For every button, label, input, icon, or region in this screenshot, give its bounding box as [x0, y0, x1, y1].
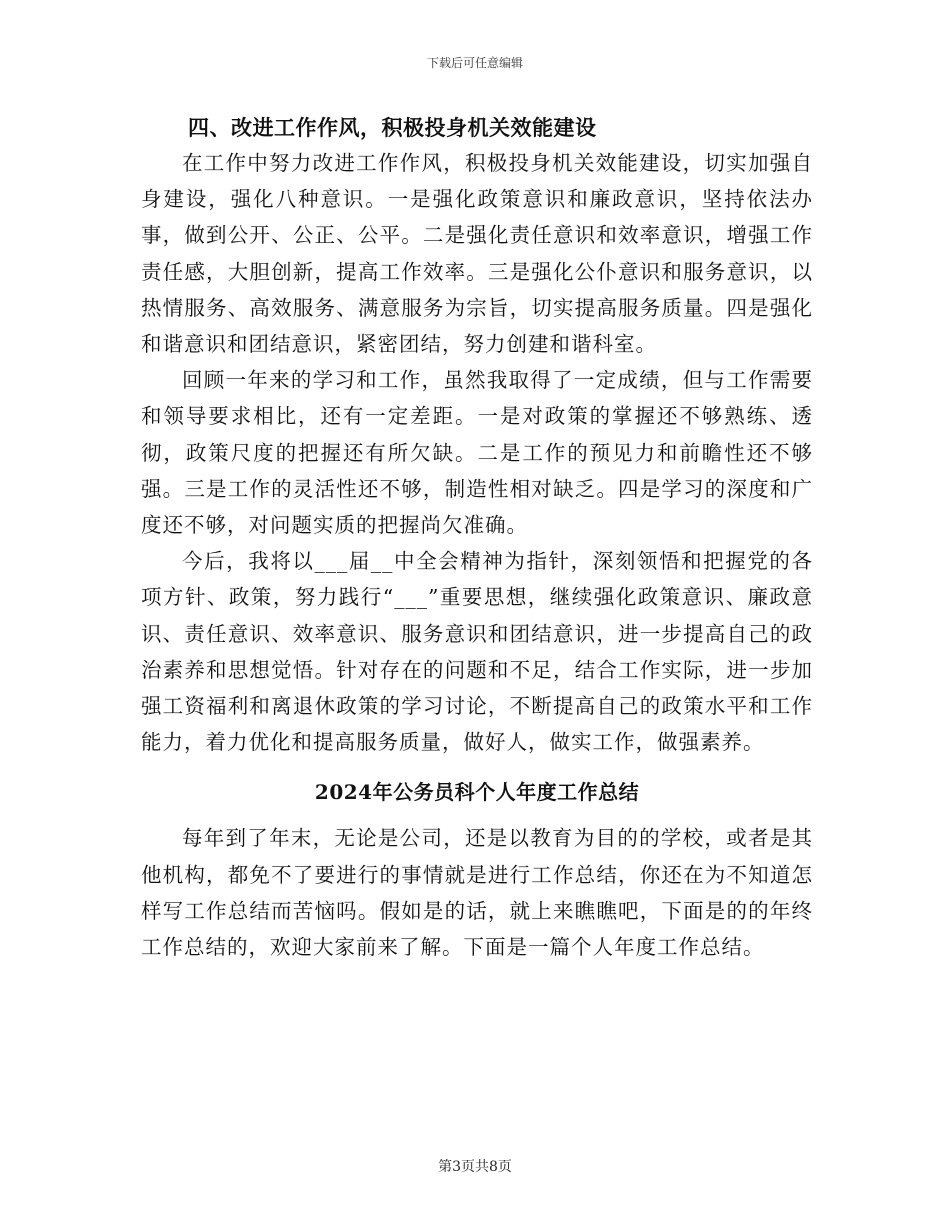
section-paragraph-1: 在工作中努力改进工作作风，积极投身机关效能建设，切实加强自身建设，强化八种意识。一是强化政策意识和廉政意识，坚持依法办事，做到公开、公正、公平。二是强化责任意识和效率意识，增强工作责任感，大胆创新，提高工作效率。三是强化公仆意识和服务意识，以热情服务、高效服务、满意服务为宗旨，切实提高服务质量。四是强化和谐意识和团结意识，紧密团结，努力创建和谐科室。	[141, 151, 813, 357]
section-heading: 四、改进工作作风，积极投身机关效能建设	[188, 115, 597, 140]
document-body	[141, 111, 813, 965]
header-note: 下载后可任意编辑	[426, 56, 523, 70]
page-number: 第3页共8页	[438, 1159, 512, 1175]
article-paragraph-1: 每年到了年末，无论是公司，还是以教育为目的的学校，或者是其他机构，都免不了要进行的事情就是进行工作总结，你还在为不知道怎样写工作总结而苦恼吗。假如是的话，就上来瞧瞧吧，下面是的的年终工作总结的，欢迎大家前来了解。下面是一篇个人年度工作总结。	[141, 826, 813, 960]
section-paragraph-3: 今后，我将以___届__中全会精神为指针，深刻领悟和把握党的各项方针、政策，努力践行“___”重要思想，继续强化政策意识、廉政意识、责任意识、效率意识、服务意识和团结意识，进一步提高自己的政治素养和思想觉悟。针对存在的问题和不足，结合工作实际，进一步加强工资福利和离退休政策的学习讨论，不断提高自己的政策水平和工作能力，着力优化和提高服务质量，做好人，做实工作，做强素养。	[141, 549, 813, 755]
section-paragraph-2: 回顾一年来的学习和工作，虽然我取得了一定成绩，但与工作需要和领导要求相比，还有一定差距。一是对政策的掌握还不够熟练、透彻，政策尺度的把握还有所欠缺。二是工作的预见力和前瞻性还不够强。三是工作的灵活性还不够，制造性相对缺乏。四是学习的深度和广度还不够，对问题实质的把握尚欠准确。	[141, 368, 813, 538]
article-title: 2024年公务员科个人年度工作总结	[314, 780, 640, 805]
